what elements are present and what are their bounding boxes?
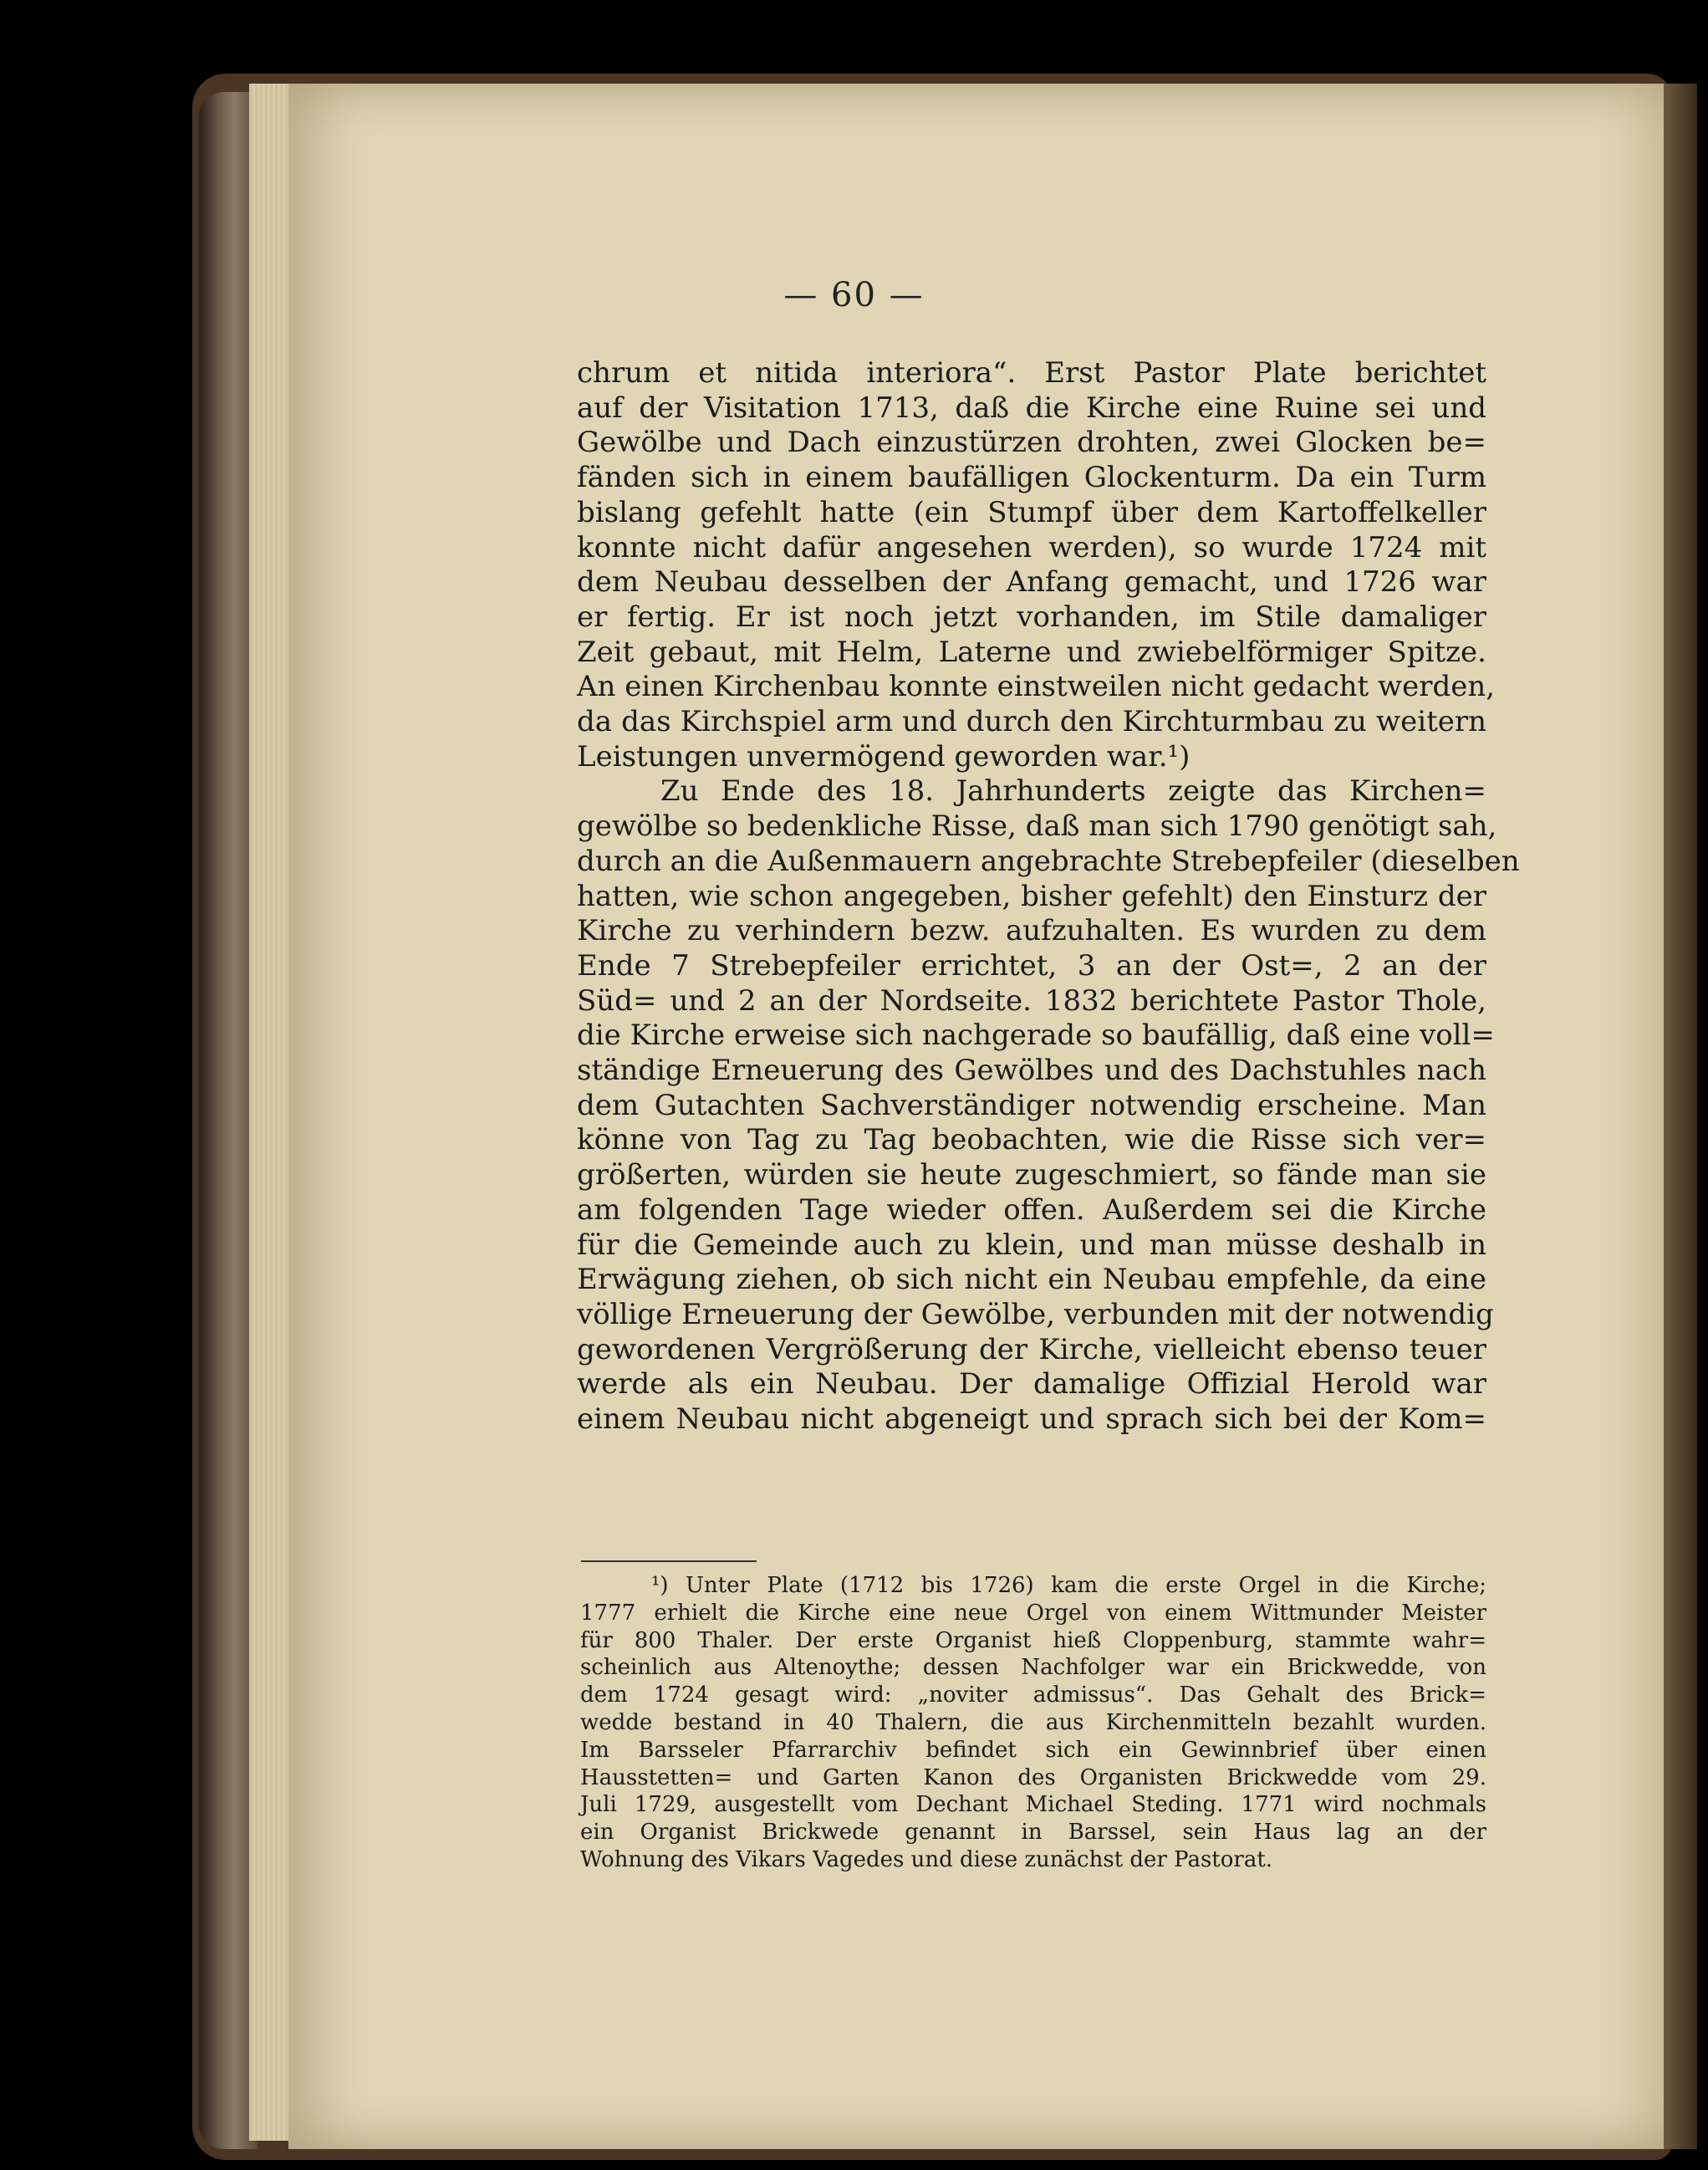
body-line: größerten, würden sie heute zugeschmiert, so fände man sie: [577, 1158, 1486, 1192]
footnote-line: Juli 1729, ausgestellt vom Dechant Michael Steding. 1771 wird nochmals: [580, 1792, 1486, 1818]
body-line: durch an die Außenmauern angebrachte Strebepfeiler (dieselben: [577, 844, 1520, 878]
footnote-line: scheinlich aus Altenoythe; dessen Nachfolger war ein Brickwedde, von: [580, 1655, 1486, 1681]
body-line: chrum et nitida interiora“. Erst Pastor Plate berichtet: [577, 356, 1486, 390]
body-line: Leistungen unvermögend geworden war.¹): [577, 739, 1191, 774]
body-line: Kirche zu verhindern bezw. aufzuhalten. Es wurden zu dem: [577, 914, 1486, 948]
body-line: bislang gefehlt hatte (ein Stumpf über dem Kartoffelkeller: [577, 495, 1486, 529]
body-line: die Kirche erweise sich nachgerade so baufällig, daß eine voll=: [577, 1019, 1495, 1053]
body-line: Erwägung ziehen, ob sich nicht ein Neubau empfehle, da eine: [577, 1263, 1486, 1297]
body-line: ständige Erneuerung des Gewölbes und des Dachstuhles nach: [577, 1054, 1486, 1088]
body-line: Gewölbe und Dach einzustürzen drohten, zwei Glocken be=: [577, 426, 1486, 460]
body-line: hatten, wie schon angegeben, bisher gefehlt) den Einsturz der: [577, 879, 1486, 913]
body-line: Ende 7 Strebepfeiler errichtet, 3 an der Ost=, 2 an der: [577, 948, 1486, 983]
body-line: er fertig. Er ist noch jetzt vorhanden, im Stile damaliger: [577, 600, 1486, 634]
body-line: Zu Ende des 18. Jahrhunderts zeigte das Kirchen=: [660, 774, 1486, 809]
footnote-line: Wohnung des Vikars Vagedes und diese zunächst der Pastorat.: [580, 1846, 1273, 1872]
body-line: für die Gemeinde auch zu klein, und man müsse deshalb in: [577, 1228, 1486, 1262]
body-line: Süd= und 2 an der Nordseite. 1832 berichtete Pastor Thole,: [577, 983, 1486, 1018]
body-line: dem Neubau desselben der Anfang gemacht, und 1726 war: [577, 565, 1486, 600]
body-line: einem Neubau nicht abgeneigt und sprach sich bei der Kom=: [577, 1402, 1486, 1437]
footnote-line: wedde bestand in 40 Thalern, die aus Kirchenmitteln bezahlt wurden.: [580, 1709, 1486, 1735]
body-line: gewölbe so bedenkliche Risse, daß man sich 1790 genötigt sah,: [577, 809, 1497, 844]
body-line: Zeit gebaut, mit Helm, Laterne und zwiebelförmiger Spitze.: [577, 635, 1486, 669]
body-line: auf der Visitation 1713, daß die Kirche eine Ruine sei und: [577, 391, 1486, 425]
footnote-line: 1777 erhielt die Kirche eine neue Orgel von einem Wittmunder Meister: [580, 1600, 1486, 1626]
body-line: gewordenen Vergrößerung der Kirche, vielleicht ebenso teuer: [577, 1332, 1486, 1366]
body-line: An einen Kirchenbau konnte einstweilen nicht gedacht werden,: [577, 670, 1496, 704]
footnote-line: ein Organist Brickwede genannt in Barssel, sein Haus lag an der: [580, 1820, 1486, 1846]
body-line: völlige Erneuerung der Gewölbe, verbunden mit der notwendig: [577, 1297, 1494, 1331]
footnote-divider: [581, 1560, 757, 1562]
page-right-edge: [1664, 84, 1697, 2149]
footnote-line: ¹) Unter Plate (1712 bis 1726) kam die erste Orgel in die Kirche;: [651, 1573, 1486, 1598]
footnote-line: Im Barsseler Pfarrarchiv befindet sich ein Gewinnbrief über einen: [580, 1737, 1486, 1763]
body-line: werde als ein Neubau. Der damalige Offizial Herold war: [577, 1367, 1486, 1402]
body-line: konnte nicht dafür angesehen werden), so wurde 1724 mit: [577, 530, 1486, 564]
body-line: könne von Tag zu Tag beobachten, wie die Risse sich ver=: [577, 1123, 1486, 1157]
footnote-line: Hausstetten= und Garten Kanon des Organisten Brickwedde vom 29.: [580, 1764, 1486, 1790]
body-line: dem Gutachten Sachverständiger notwendig erscheine. Man: [577, 1088, 1486, 1122]
body-line: da das Kirchspiel arm und durch den Kirchturmbau zu weitern: [577, 705, 1486, 739]
footnote-line: für 800 Thaler. Der erste Organist hieß Cloppenburg, stammte wahr=: [580, 1627, 1486, 1653]
footnote: [580, 1572, 1486, 1874]
body-text: [577, 356, 1520, 1437]
footnote-line: dem 1724 gesagt wird: „noviter admissus“. Das Gehalt des Brick=: [580, 1682, 1486, 1708]
body-line: am folgenden Tage wieder offen. Außerdem sei die Kirche: [577, 1192, 1486, 1227]
body-line: fänden sich in einem baufälligen Glockenturm. Da ein Turm: [577, 461, 1486, 495]
page-number: — 60 —: [783, 276, 925, 314]
